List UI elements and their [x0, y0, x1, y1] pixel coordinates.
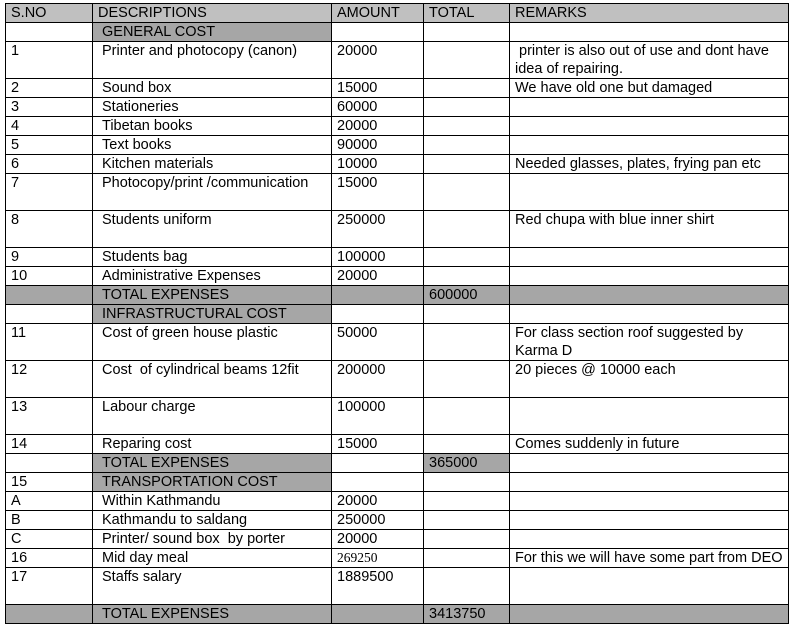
cell-description: Reparing cost [93, 435, 332, 454]
cell-remarks [510, 530, 789, 549]
cell-description: Cost of cylindrical beams 12fit [93, 361, 332, 398]
cell-sno [6, 286, 93, 305]
cell-amount [332, 473, 424, 492]
cell-description: Printer/ sound box by porter [93, 530, 332, 549]
table-row [6, 248, 789, 267]
cell-description: Within Kathmandu [93, 492, 332, 511]
cell-description: TOTAL EXPENSES [93, 605, 332, 624]
cell-description: Students bag [93, 248, 332, 267]
cell-total [424, 324, 510, 361]
column-header-amount: AMOUNT [332, 4, 424, 23]
table-row [6, 155, 789, 174]
cell-amount: 20000 [332, 530, 424, 549]
cell-sno: 2 [6, 79, 93, 98]
cell-description: Staffs salary [93, 568, 332, 605]
cell-total [424, 492, 510, 511]
cell-amount: 10000 [332, 155, 424, 174]
cell-total [424, 473, 510, 492]
cell-remarks: 20 pieces @ 10000 each [510, 361, 789, 398]
table-row [6, 361, 789, 398]
cell-amount [332, 23, 424, 42]
table-row [6, 492, 789, 511]
cell-amount [332, 286, 424, 305]
column-header-sno: S.NO [6, 4, 93, 23]
cell-total [424, 136, 510, 155]
header-row [6, 4, 789, 23]
cell-amount [332, 305, 424, 324]
cell-remarks [510, 605, 789, 624]
cell-amount [332, 454, 424, 473]
cell-remarks [510, 492, 789, 511]
cell-amount: 1889500 [332, 568, 424, 605]
cell-remarks [510, 98, 789, 117]
cell-total: 3413750 [424, 605, 510, 624]
cell-remarks [510, 511, 789, 530]
cell-description: Cost of green house plastic [93, 324, 332, 361]
cell-sno: 13 [6, 398, 93, 435]
cell-amount: 15000 [332, 174, 424, 211]
cell-remarks [510, 23, 789, 42]
cell-amount: 269250 [332, 549, 424, 568]
table-row [6, 530, 789, 549]
cell-remarks [510, 568, 789, 605]
cell-description: TOTAL EXPENSES [93, 286, 332, 305]
table-row [6, 398, 789, 435]
cell-sno: 17 [6, 568, 93, 605]
cell-remarks [510, 305, 789, 324]
cell-total [424, 155, 510, 174]
column-header-description: DESCRIPTIONS [93, 4, 332, 23]
table-row [6, 79, 789, 98]
cell-description: Mid day meal [93, 549, 332, 568]
cell-description: Sound box [93, 79, 332, 98]
cell-sno: 11 [6, 324, 93, 361]
cell-remarks [510, 248, 789, 267]
cell-description: INFRASTRUCTURAL COST [93, 305, 332, 324]
cell-remarks [510, 267, 789, 286]
column-header-remarks: REMARKS [510, 4, 789, 23]
cell-sno [6, 305, 93, 324]
cell-total [424, 549, 510, 568]
table-row [6, 568, 789, 605]
cell-total [424, 361, 510, 398]
cell-sno: 14 [6, 435, 93, 454]
cell-total [424, 305, 510, 324]
cell-amount: 250000 [332, 211, 424, 248]
cell-remarks: printer is also out of use and dont have idea of repairing. [510, 42, 789, 79]
cell-amount: 20000 [332, 42, 424, 79]
table-row [6, 511, 789, 530]
cell-sno: 8 [6, 211, 93, 248]
cell-remarks: For this we will have some part from DEO [510, 549, 789, 568]
table-row [6, 136, 789, 155]
cell-amount: 60000 [332, 98, 424, 117]
table-row [6, 211, 789, 248]
cell-sno [6, 454, 93, 473]
cell-amount: 200000 [332, 361, 424, 398]
table-row [6, 42, 789, 79]
subtotal-row [6, 454, 789, 473]
cell-description: TOTAL EXPENSES [93, 454, 332, 473]
cell-total: 365000 [424, 454, 510, 473]
cell-amount: 20000 [332, 492, 424, 511]
cell-amount [332, 605, 424, 624]
table-row [6, 98, 789, 117]
section-row [6, 473, 789, 492]
cell-description: Labour charge [93, 398, 332, 435]
cell-amount: 100000 [332, 248, 424, 267]
cell-remarks: Needed glasses, plates, frying pan etc [510, 155, 789, 174]
cell-total [424, 530, 510, 549]
cell-description: Tibetan books [93, 117, 332, 136]
cell-remarks [510, 398, 789, 435]
cell-amount: 15000 [332, 79, 424, 98]
cell-sno: 15 [6, 473, 93, 492]
cell-remarks [510, 136, 789, 155]
cell-description: Administrative Expenses [93, 267, 332, 286]
cell-total [424, 42, 510, 79]
cell-description: Printer and photocopy (canon) [93, 42, 332, 79]
cell-sno [6, 605, 93, 624]
cell-total [424, 568, 510, 605]
cell-sno: 10 [6, 267, 93, 286]
cell-amount: 100000 [332, 398, 424, 435]
cell-total [424, 117, 510, 136]
budget-table [5, 3, 789, 624]
total-row [6, 605, 789, 624]
cell-amount: 20000 [332, 117, 424, 136]
cell-amount: 250000 [332, 511, 424, 530]
cell-total [424, 23, 510, 42]
cell-total [424, 174, 510, 211]
cell-sno: 4 [6, 117, 93, 136]
cell-remarks [510, 117, 789, 136]
cell-total [424, 435, 510, 454]
table-row [6, 117, 789, 136]
cell-total [424, 211, 510, 248]
total-row [6, 286, 789, 305]
cell-total [424, 98, 510, 117]
cell-sno: 1 [6, 42, 93, 79]
cell-total [424, 511, 510, 530]
cell-remarks [510, 454, 789, 473]
cell-remarks [510, 473, 789, 492]
cell-amount: 90000 [332, 136, 424, 155]
cell-total [424, 248, 510, 267]
cell-sno: B [6, 511, 93, 530]
cell-remarks [510, 174, 789, 211]
cell-description: GENERAL COST [93, 23, 332, 42]
cell-description: Kathmandu to saldang [93, 511, 332, 530]
cell-sno: C [6, 530, 93, 549]
table-row [6, 549, 789, 568]
cell-description: Text books [93, 136, 332, 155]
section-row [6, 305, 789, 324]
column-header-total: TOTAL [424, 4, 510, 23]
cell-sno: 12 [6, 361, 93, 398]
cell-sno: 6 [6, 155, 93, 174]
cell-total [424, 398, 510, 435]
cell-sno: 9 [6, 248, 93, 267]
cell-amount: 50000 [332, 324, 424, 361]
cell-sno: 7 [6, 174, 93, 211]
cell-amount: 20000 [332, 267, 424, 286]
cell-sno: 3 [6, 98, 93, 117]
cell-amount: 15000 [332, 435, 424, 454]
cell-description: TRANSPORTATION COST [93, 473, 332, 492]
table-row [6, 435, 789, 454]
cell-total [424, 79, 510, 98]
table-row [6, 267, 789, 286]
table-row [6, 174, 789, 211]
cell-description: Stationeries [93, 98, 332, 117]
cell-sno [6, 23, 93, 42]
section-row [6, 23, 789, 42]
cell-description: Kitchen materials [93, 155, 332, 174]
cell-sno: 5 [6, 136, 93, 155]
cell-description: Photocopy/print /communication [93, 174, 332, 211]
cell-sno: A [6, 492, 93, 511]
cell-description: Students uniform [93, 211, 332, 248]
cell-total: 600000 [424, 286, 510, 305]
cell-total [424, 267, 510, 286]
cell-remarks: We have old one but damaged [510, 79, 789, 98]
cell-remarks: Comes suddenly in future [510, 435, 789, 454]
cell-sno: 16 [6, 549, 93, 568]
table-row [6, 324, 789, 361]
cell-remarks: Red chupa with blue inner shirt [510, 211, 789, 248]
cell-remarks: For class section roof suggested by Karma D [510, 324, 789, 361]
cell-remarks [510, 286, 789, 305]
